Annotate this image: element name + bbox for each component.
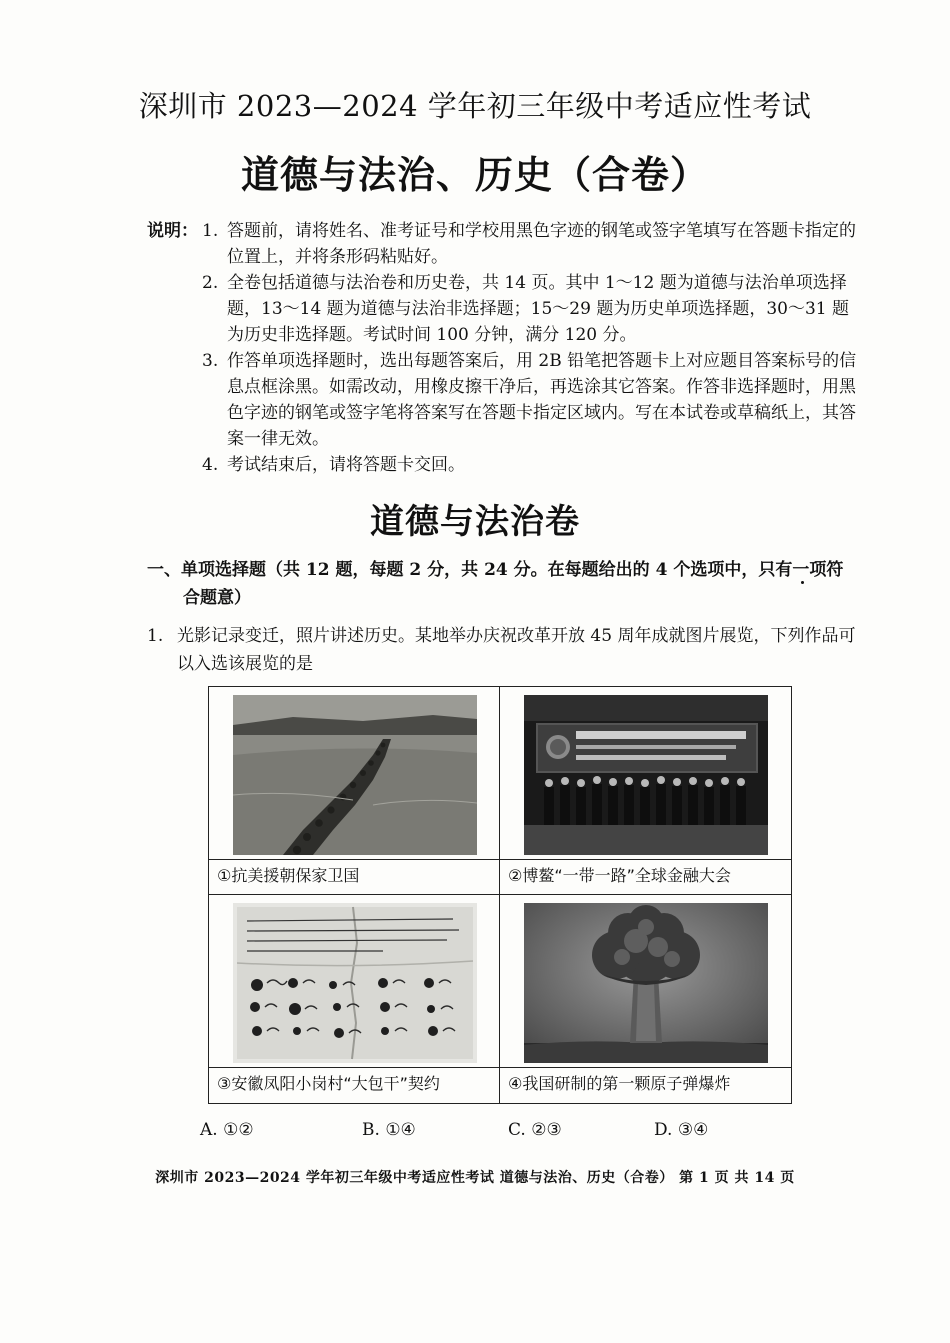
question-number: 1. <box>147 626 164 646</box>
section-title: 道德与法治卷 <box>370 502 580 542</box>
photo-grid <box>208 686 792 1104</box>
option-letter: D. <box>654 1120 673 1140</box>
photo-caption: ①抗美援朝保家卫国 <box>209 859 500 893</box>
instruction-text: 作答单项选择题时，选出每题答案后，用 2B 铅笔把答题卡上对应题目答案标号的信息点框涂黑。如需改动，用橡皮擦干净后，再选涂其它答案。作答非选择题时，用黑色字迹的钢笔或签字笔将答案写在答题卡指定区域内。写在本试卷或草稿纸上，其答案一律无效。 <box>227 351 857 449</box>
photo-cell-1 <box>209 687 500 895</box>
option-b[interactable] <box>362 1116 416 1144</box>
option-letter: C. <box>508 1120 526 1140</box>
option-value: ①④ <box>385 1120 416 1140</box>
instructions-lead: 说明： <box>147 221 198 241</box>
photo-cell-3 <box>209 895 500 1103</box>
exam-title: 深圳市 2023—2024 学年初三年级中考适应性考试 <box>138 89 812 123</box>
instruction-number: 4. <box>202 455 219 475</box>
photo-mushroom-cloud <box>524 903 768 1063</box>
photo-caption: ③安徽凤阳小岗村“大包干”契约 <box>209 1067 500 1101</box>
part-heading-continuation: 合题意） <box>183 588 251 608</box>
photo-contract-image <box>233 903 477 1063</box>
photo-caption: ④我国研制的第一颗原子弹爆炸 <box>500 1067 791 1101</box>
instruction-number: 1. <box>202 221 219 241</box>
option-value: ②③ <box>531 1120 562 1140</box>
instruction-number: 3. <box>202 351 219 371</box>
photo-conference-image <box>524 695 768 855</box>
instruction-item <box>147 218 859 270</box>
photo-mushroom-cloud-image <box>524 903 768 1063</box>
photo-troops-crossing-river <box>233 695 477 855</box>
part-heading <box>147 556 859 612</box>
instruction-item <box>147 348 859 452</box>
instruction-text: 考试结束后，请将答题卡交回。 <box>227 455 465 475</box>
photo-cell-4 <box>500 895 791 1103</box>
instruction-text: 答题前，请将姓名、准考证号和学校用黑色字迹的钢笔或签字笔填写在答题卡指定的位置上，并将条形码粘贴好。 <box>227 221 856 267</box>
photo-contract-document <box>233 903 477 1063</box>
instruction-number: 2. <box>202 273 219 293</box>
page-footer: 深圳市 2023—2024 学年初三年级中考适应性考试 道德与法治、历史（合卷） 第 1 页 共 14 页 <box>155 1170 795 1186</box>
part-heading-emphasis: 一 <box>792 560 810 580</box>
question-stem: 光影记录变迁，照片讲述历史。某地举办庆祝改革开放 45 周年成就图片展览，下列作品可以入选该展览的是 <box>177 626 856 674</box>
part-heading-text-end: 项符 <box>809 560 844 580</box>
instruction-text: 全卷包括道德与法治卷和历史卷，共 14 页。其中 1～12 题为道德与法治单项选择题，13～14 题为道德与法治非选择题；15～29 题为历史单项选择题，30～31 题为历史非选择题。考试时间 100 分钟，满分 120 分。 <box>227 273 850 345</box>
instruction-item <box>147 270 859 348</box>
photo-finance-conference <box>524 695 768 855</box>
option-value: ③④ <box>677 1120 709 1140</box>
photo-troops-image <box>233 695 477 855</box>
photo-cell-2 <box>500 687 791 895</box>
option-d[interactable] <box>654 1116 708 1144</box>
part-heading-text: 一、单项选择题（共 12 题，每题 2 分，共 24 分。在每题给出的 4 个选项中，只有 <box>147 560 793 580</box>
option-a[interactable] <box>200 1116 254 1144</box>
instruction-item <box>147 452 859 478</box>
exam-subtitle: 道德与法治、历史（合卷） <box>240 152 709 197</box>
option-c[interactable] <box>508 1116 562 1144</box>
photo-caption: ②博鳌“一带一路”全球金融大会 <box>500 859 791 893</box>
option-letter: B. <box>362 1120 380 1140</box>
option-value: ①② <box>223 1120 254 1140</box>
option-letter: A. <box>200 1120 218 1140</box>
instructions <box>147 218 859 478</box>
question-1 <box>147 622 859 678</box>
